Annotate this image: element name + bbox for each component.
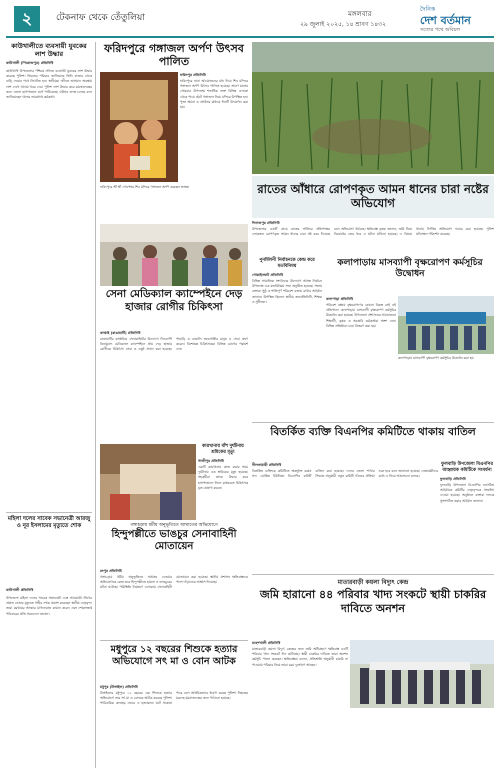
hunger-body-continued xyxy=(350,710,494,770)
story-committee xyxy=(252,422,494,459)
committee-byline: নীলফামারী প্রতিনিধি xyxy=(252,463,282,467)
hunger-photo xyxy=(350,640,494,708)
left-divider xyxy=(6,512,92,513)
committee-body: বিতর্কিত ব্যক্তিকে কমিটিতে অন্তর্ভুক্ত করায় সদ্য ঘোষিত ইউনিয়ন বিএনপির কমিটি বাতিল করা হয়েছে। দলের জেলা শাখার সিদ্ধান্ত অনুযায়ী নতুন কমিটি গঠনের প্রক্রিয়া শুরু হবে বলে জানানো হয়েছে। নেতাকর্মীদের মধ্যে এ নিয়ে আলোচনা চলছে। xyxy=(252,469,438,479)
story-rangpur-side xyxy=(252,258,322,418)
left-column xyxy=(6,42,92,582)
fulbari-byline: ফুলবাড়ি প্রতিনিধি xyxy=(440,477,466,481)
rangpur-byline: গোয়াইনঘাট প্রতিনিধি xyxy=(252,273,284,277)
faridpur-body: ফরিদপুরে নানা আয়োজনের মধ্য দিয়ে শিব মন্দিরে গঙ্গাজল অর্পণ উৎসব পালিত হয়েছে। শ্রাবণ মাসের সোমবার উপলক্ষে শতাধিক ভক্ত বিভিন্ন এলাকা থেকে পায়ে হেঁটে গঙ্গাজল নিয়ে মন্দিরে উপস্থিত হন। পূজা অর্চনা ও প্রার্থনার মাধ্যমে দিনটি উদযাপন করা হয়। xyxy=(180,79,248,110)
story-tree xyxy=(326,258,494,294)
medical-photo xyxy=(100,224,248,286)
aman-headline-box xyxy=(252,176,494,218)
logo-wordmark: দেশ বর্তমান xyxy=(420,14,471,27)
story-hindupally xyxy=(100,522,248,566)
death-headline: কারখানায় বাঁশ দুর্ঘটনায় শ্রমিকের মৃত্যু xyxy=(202,444,244,455)
tree-byline: কলাপাড়া প্রতিনিধি xyxy=(326,297,354,301)
aman-body-wrap xyxy=(252,220,494,254)
story-medical xyxy=(100,288,248,328)
hindupally-photo xyxy=(100,444,196,520)
faridpur-caption: ফরিদপুরে শ্রী শ্রী গোপেশ্বর শিব মন্দিরে গঙ্গাজল অর্পণ করছেন ভক্তরা xyxy=(100,185,190,189)
left-body: কাউখালী উপজেলার পশ্চিমে নদীতে ব্যবসায়ী যুবকের লাশ উদ্ধার করেছে পুলিশ। নিহতের পরিবার জানিয়েছে তিনি বাজার থেকে বাড়ি ফেরার পথে নিখোঁজ হন। স্থানীয়রা নদীতে ভাসমান অবস্থায় লাশ দেখে থানায় খবর দেয়। পুলিশ লাশ উদ্ধার করে ময়নাতদন্তের জন্য জেলা হাসপাতাল মর্গে পাঠিয়েছে। ঘটনার তদন্ত চলছে বলে জানিয়েছেন থানার ভারপ্রাপ্ত কর্মকর্তা। xyxy=(6,69,92,100)
fulbari-body: ফুলবাড়ি উপজেলা বিএনপির নবগঠিত আহ্বায়ক কমিটির নেতৃবৃন্দকে সংবর্ধনা দেওয়া হয়েছে। অনুষ্ঠানে বক্তারা দলকে সুসংগঠিত করার আহ্বান জানান। xyxy=(440,483,494,503)
hindupally-kicker: গঙ্গাচড়ায় ধর্মীয় অনুভূতিতে আঘাতের অভিযোগে xyxy=(130,523,218,528)
murder-body: টাঙ্গাইলের মধুপুরে ১২ বছরের এক শিশুকে হত্যার অভিযোগে তার সৎ মা ও বোনকে আটক করেছে পুলিশ। পারিবারিক কলহের জেরে এ হত্যাকাণ্ড ঘটে থাকতে পারে বলে প্রাথমিকভাবে ধারণা করছে পুলিশ। নিহতের মরদেহ ময়নাতদন্তের জন্য পাঠানো হয়েছে। xyxy=(100,691,248,706)
header-rule xyxy=(6,36,494,38)
hunger-body: মাতারবাড়ী কয়লা বিদ্যুৎ কেন্দ্রের জন্য জমি অধিগ্রহণে ক্ষতিগ্রস্ত ৪৪টি পরিবার খাদ্য সংকটে দিন কাটাচ্ছে। স্থায়ী চাকরির দাবিতে তারা অনশন কর্মসূচি পালন করছেন। ক্ষতিগ্রস্তরা বলেন, প্রতিশ্রুতি অনুযায়ী চাকরি না পাওয়ায় পরিবার নিয়ে তারা চরম দুর্ভোগে আছেন। xyxy=(252,647,348,667)
story-rangpur xyxy=(176,70,248,220)
hunger-byline: মহেশখালী প্রতিনিধি xyxy=(252,641,281,645)
murder-headline: মধুপুরে ১২ বছরের শিশুকে হত্যার অভিযোগে সৎ মা ও বোন আটক xyxy=(110,644,238,667)
faridpur-photo xyxy=(100,72,178,182)
publication-date: ২৯ জুলাই ২০২৫, ১৪ শ্রাবণ ১৪৩২ xyxy=(300,21,386,28)
rangpur-headline: পুনর্মিলনী নির্বাচনকে কেন্দ্র করে মতবিনিময় xyxy=(259,258,315,269)
hindupally-headline: হিন্দুপল্লীতে ভাঙচুর সেনাবাহিনী মোতায়েন xyxy=(111,529,237,552)
faridpur-headline: ফরিদপুরে গঙ্গাজল অর্পণ উৎসব পালিত xyxy=(104,42,244,68)
hunger-kicker: মাতারবাড়ী কয়লা বিদ্যুৎ কেন্দ্র xyxy=(337,579,409,586)
death-wrap xyxy=(198,444,248,520)
medical-body: রাঙামাটির কাপ্তাইয়ে সেনাবাহিনীর উদ্যোগে দিনব্যাপী বিনামূল্যে মেডিক্যাল ক্যাম্পেইনে প্রায় দেড় হাজার রোগীকে চিকিৎসা সেবা ও ওষুধ প্রদান করা হয়েছে। পাহাড়ি ও বাঙালি জনগোষ্ঠীর মানুষ এ সেবা গ্রহণ করেন। বিশেষজ্ঞ চিকিৎসকরা বিভিন্ন রোগের পরামর্শ দেন। xyxy=(100,337,248,352)
logo-kicker: দৈনিক xyxy=(420,6,436,13)
left-byline-2: কাউখালী প্রতিনিধি xyxy=(6,588,34,592)
tree-headline: কলাপাড়ায় মাসব্যাপী বৃক্ষরোপণ কর্মসূচির উদ্বোধন xyxy=(337,258,483,279)
section-title: টেকনাফ থেকে তেঁতুলিয়া xyxy=(56,13,145,23)
committee-body-wrap xyxy=(252,462,438,570)
medical-body-wrap xyxy=(100,330,248,440)
left-body-2: উপজেলা মহিলা দলের সাবেক সভানেত্রী এবং আওয়ামী লীগের প্রয়াত নেতার মৃত্যুতে গভীর শোক প্রকাশ করেছেন স্থানীয় নেতৃবৃন্দ। তারা মরহুমের আত্মার মাগফেরাত কামনা করেন এবং শোকসন্তপ্ত পরিবারের প্রতি সমবেদনা জানান। xyxy=(6,596,92,616)
aman-headline: রাতের আঁধারে রোপণকৃত আমন ধানের চারা নষ্টের অভিযোগ xyxy=(257,182,489,210)
hindupally-body-wrap xyxy=(100,568,248,636)
aman-body: উপজেলার একটি গ্রামে রাতের আঁধারে প্রতিপক্ষের লোকজন রোপণকৃত আমন ধানের চারা নষ্ট করে দিয়েছে বলে অভিযোগ উঠেছে। ক্ষতিগ্রস্ত কৃষক জানান, জমি নিয়ে বিরোধের জের ধরে এ ঘটনা ঘটানো হয়েছে। এ বিষয়ে থানায় লিখিত অভিযোগ দায়ের করা হয়েছে। পুলিশ ঘটনাস্থল পরিদর্শন করেছে। xyxy=(252,227,494,237)
left-headline-2: মহিলা দলের সাবেক সভানেত্রী আরজু ও নূর ইসলামের মৃত্যুতে শোক xyxy=(7,516,91,529)
tree-caption: কলাপাড়ায় মাসব্যাপী বৃক্ষরোপণ কর্মসূচির উদ্বোধন করা হয় xyxy=(398,356,474,360)
murder-byline: মধুপুর (টাঙ্গাইল) প্রতিনিধি xyxy=(100,685,138,689)
publication-day: মঙ্গলবার xyxy=(348,10,372,18)
hindupally-byline: রংপুর প্রতিনিধি xyxy=(100,569,122,573)
hunger-headline: জমি হারানো ৪৪ পরিবার খাদ্য সংকটে স্থায়ী চাকরির দাবিতে অনশন xyxy=(259,588,487,615)
left-byline: কাউখালী (পিরোজপুর) প্রতিনিধি xyxy=(6,61,54,65)
tree-body: পরিবেশ রক্ষায় বৃক্ষরোপণের কোনো বিকল্প নেই এই প্রতিপাদ্যে কলাপাড়ায় মাসব্যাপী বৃক্ষরোপণ কর্মসূচির উদ্বোধন করা হয়েছে। উপজেলা প্রশাসনের আয়োজনে শিক্ষার্থী, কৃষক ও সরকারি কর্মকর্তারা অংশ নেন। বিভিন্ন প্রতিষ্ঠানে চারা বিতরণ করা হয়। xyxy=(326,303,396,328)
logo-tagline: সত্যের পথে অবিচল xyxy=(420,27,461,33)
story-hunger xyxy=(252,574,494,639)
medical-headline: সেনা মেডিক্যাল ক্যাম্পেইনে দেড় হাজার রোগীর চিকিৎসা xyxy=(105,288,243,313)
medical-byline: কাপ্তাই (রাঙামাটি) প্রতিনিধি xyxy=(100,331,141,335)
tree-photo xyxy=(398,296,494,354)
committee-headline: বিতর্কিত ব্যক্তি বিএনপির কমিটিতে থাকায় বাতিল xyxy=(270,426,476,438)
story-murder xyxy=(100,640,248,681)
death-body: একটি কারখানায় কাজ করার সময় দুর্ঘটনায় এক শ্রমিকের মৃত্যু হয়েছে। সহকর্মীরা তাকে উদ্ধার করে হাসপাতালে নিলে কর্তব্যরত চিকিৎসক মৃত ঘোষণা করেন। xyxy=(198,465,248,490)
aman-byline: দিনাজপুর প্রতিনিধি xyxy=(252,221,280,225)
left-headline: কাউখালীতে ব্যবসায়ী যুবকের লাশ উদ্ধার xyxy=(11,42,87,58)
page-header xyxy=(0,0,500,36)
death-byline: গাজীপুর প্রতিনিধি xyxy=(198,459,224,463)
hindupally-body: গঙ্গাচড়ায় ধর্মীয় অনুভূতিতে আঘাত দেওয়ার অভিযোগকে কেন্দ্র করে হিন্দুপল্লীতে হামলা ও ভাঙচুরের ঘটনা ঘটেছে। পরিস্থিতি নিয়ন্ত্রণে এলাকায় সেনাবাহিনী মোতায়েন করা হয়েছে। স্থানীয় প্রশাসন ক্ষতিগ্রস্তদের পাশে দাঁড়ানোর আশ্বাস দিয়েছে। xyxy=(100,575,248,590)
page-number: ২ xyxy=(14,6,40,32)
tree-body-wrap xyxy=(326,296,396,406)
aman-photo xyxy=(252,42,494,174)
rangpur-body: বিভিন্ন সামাজিক সংগঠনের উদ্যোগে আসন্ন নির্বাচন উপলক্ষে এক মতবিনিময় সভা অনুষ্ঠিত হয়েছে। সভায় বক্তারা সুষ্ঠু ও শান্তিপূর্ণ পরিবেশ বজায় রাখার আহ্বান জানান। উপস্থিত ছিলেন স্থানীয় জনপ্রতিনিধি, শিক্ষক ও সুধীজন। xyxy=(252,279,322,304)
left-column-lower xyxy=(6,585,92,770)
fulbari-headline: ফুলবাড়ি উপজেলা বিএনপির আহ্বায়ক কমিটিকে সংবর্ধনা xyxy=(441,462,493,473)
faridpur-byline: ফরিদপুর প্রতিনিধি xyxy=(180,73,206,77)
story-fulbari xyxy=(440,462,494,574)
hunger-body-wrap xyxy=(252,640,348,770)
murder-body-wrap xyxy=(100,684,248,770)
newspaper-logo xyxy=(420,4,492,32)
column-divider xyxy=(95,42,96,768)
